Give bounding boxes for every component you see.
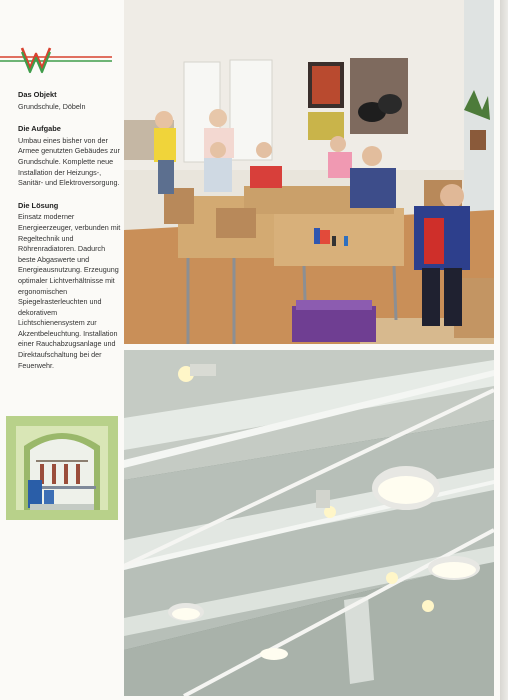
boiler-room-photo	[6, 416, 118, 520]
object-text: Grundschule, Döbeln	[18, 101, 86, 111]
page-spine	[500, 0, 508, 700]
object-heading: Das Objekt	[18, 90, 57, 99]
project-description	[18, 90, 122, 383]
solution-heading: Die Lösung	[18, 200, 59, 210]
task-text: Umbau eines bisher von der Armee genutzten Gebäudes zur Grundschule. Komplette neue Installation der Heizungs-, Sanitär- und Elektroversorgung.	[18, 135, 120, 188]
classroom-photo	[124, 0, 494, 344]
task-heading: Die Aufgabe	[18, 124, 61, 134]
solution-text: Einsatz moderner Energieerzeuger, verbunden mit Regeltechnik und Röhrenradiatoren. Dadurch beste Abgaswerte und Energieausnutzung. Erzeugung optimaler Lichtverhältnisse mit ergonomischen Spiegelrasterleuchten und dekorativem Lichtschienensystem zur Akzentbeleuchtung. Installation einer Rauchabzugsanlage und Direktaufschaltung bei der Feuerwehr.	[18, 212, 121, 370]
ceiling-lighting-photo	[124, 350, 494, 696]
company-logo	[0, 44, 112, 74]
